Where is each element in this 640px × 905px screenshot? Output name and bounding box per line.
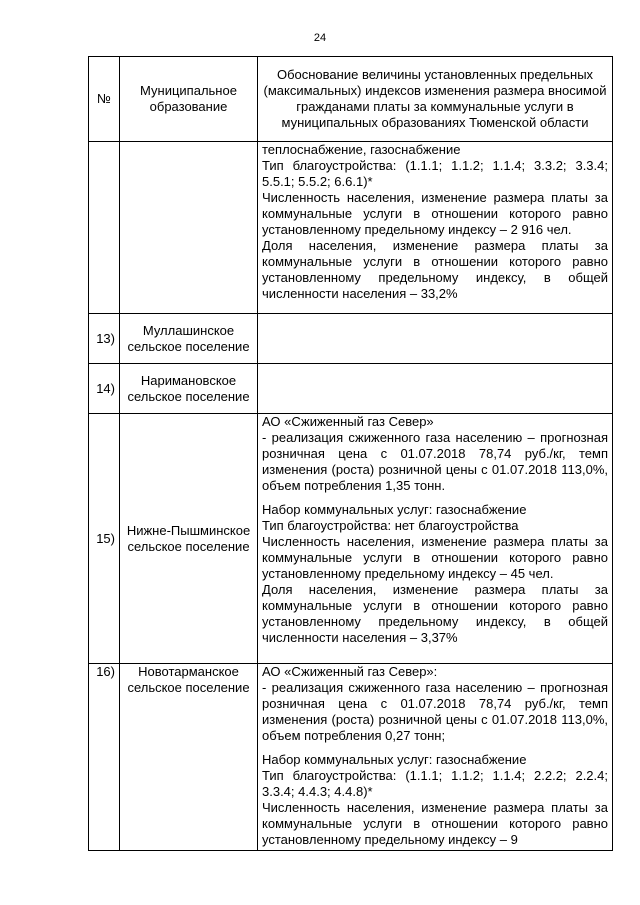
row-number: 14) — [89, 364, 120, 414]
tariff-index-table — [88, 56, 613, 851]
supplier-name: АО «Сжиженный газ Север»: — [262, 664, 438, 679]
table-header-row — [89, 57, 613, 142]
population-count-line: Численность населения, изменение размера платы за коммунальные услуги в отношении которого равно установленному предельному индексу – 45 чел. — [262, 534, 608, 581]
header-number: № — [89, 57, 120, 142]
table-row-continuation — [89, 142, 613, 314]
gas-sale-line: - реализация сжиженного газа населению – прогнозная розничная цена с 01.07.2018 78,74 руб./кг, темп изменения (роста) розничной цены с 01.07.2018 113,0%, объем потребления 0,27 тонн; — [262, 680, 608, 743]
row-number: 15) — [89, 414, 120, 664]
population-share-line: Доля населения, изменение размера платы за коммунальные услуги в отношении которого равно установленному предельному индексу, в общей численности населения – 3,37% — [262, 582, 608, 645]
improvement-type-line: Тип благоустройства: (1.1.1; 1.1.2; 1.1.4; 3.3.2; 3.3.4; 5.5.1; 5.5.2; 6.6.1)* — [262, 158, 608, 189]
header-justification: Обоснование величины установленных предельных (максимальных) индексов изменения размера вносимой гражданами платы за коммунальные услуги в муниципальных образованиях Тюменской области — [258, 57, 613, 142]
table-row — [89, 364, 613, 414]
row-number: 13) — [89, 314, 120, 364]
row-justification — [258, 414, 613, 664]
population-share-line: Доля населения, изменение размера платы за коммунальные услуги в отношении которого равно установленному предельному индексу, в общей численности населения – 33,2% — [262, 238, 608, 301]
cell-municipality-empty — [120, 142, 258, 314]
row-municipality: Наримановское сельское поселение — [120, 364, 258, 414]
row-justification-empty — [258, 314, 613, 364]
services-line: Набор коммунальных услуг: газоснабжение — [262, 502, 527, 517]
services-line: Набор коммунальных услуг: газоснабжение — [262, 752, 527, 767]
gas-sale-line: - реализация сжиженного газа населению – прогнозная розничная цена с 01.07.2018 78,74 руб./кг, темп изменения (роста) розничной цены с 01.07.2018 113,0%, объем потребления 1,35 тонн. — [262, 430, 608, 493]
table-row — [89, 314, 613, 364]
row-justification — [258, 664, 613, 851]
row-municipality: Нижне-Пышминское сельское поселение — [120, 414, 258, 664]
row-number: 16) — [89, 664, 120, 851]
population-count-line: Численность населения, изменение размера платы за коммунальные услуги в отношении которого равно установленному предельному индексу – 2 916 чел. — [262, 190, 608, 237]
services-line: теплоснабжение, газоснабжение — [262, 142, 461, 157]
improvement-type-line: Тип благоустройства: (1.1.1; 1.1.2; 1.1.4; 2.2.2; 2.2.4; 3.3.4; 4.4.3; 4.4.8)* — [262, 768, 608, 799]
row-justification-empty — [258, 364, 613, 414]
table-row — [89, 414, 613, 664]
cell-justification — [258, 142, 613, 314]
header-municipality: Муниципальное образование — [120, 57, 258, 142]
page-number: 24 — [313, 32, 327, 44]
table-row — [89, 664, 613, 851]
row-municipality: Новотарманское сельское поселение — [120, 664, 258, 851]
improvement-type-line: Тип благоустройства: нет благоустройства — [262, 518, 519, 533]
row-municipality: Муллашинское сельское поселение — [120, 314, 258, 364]
cell-number-empty — [89, 142, 120, 314]
supplier-name: АО «Сжиженный газ Север» — [262, 414, 434, 429]
population-count-line: Численность населения, изменение размера платы за коммунальные услуги в отношении которого равно установленному предельному индексу – 9 — [262, 800, 608, 847]
